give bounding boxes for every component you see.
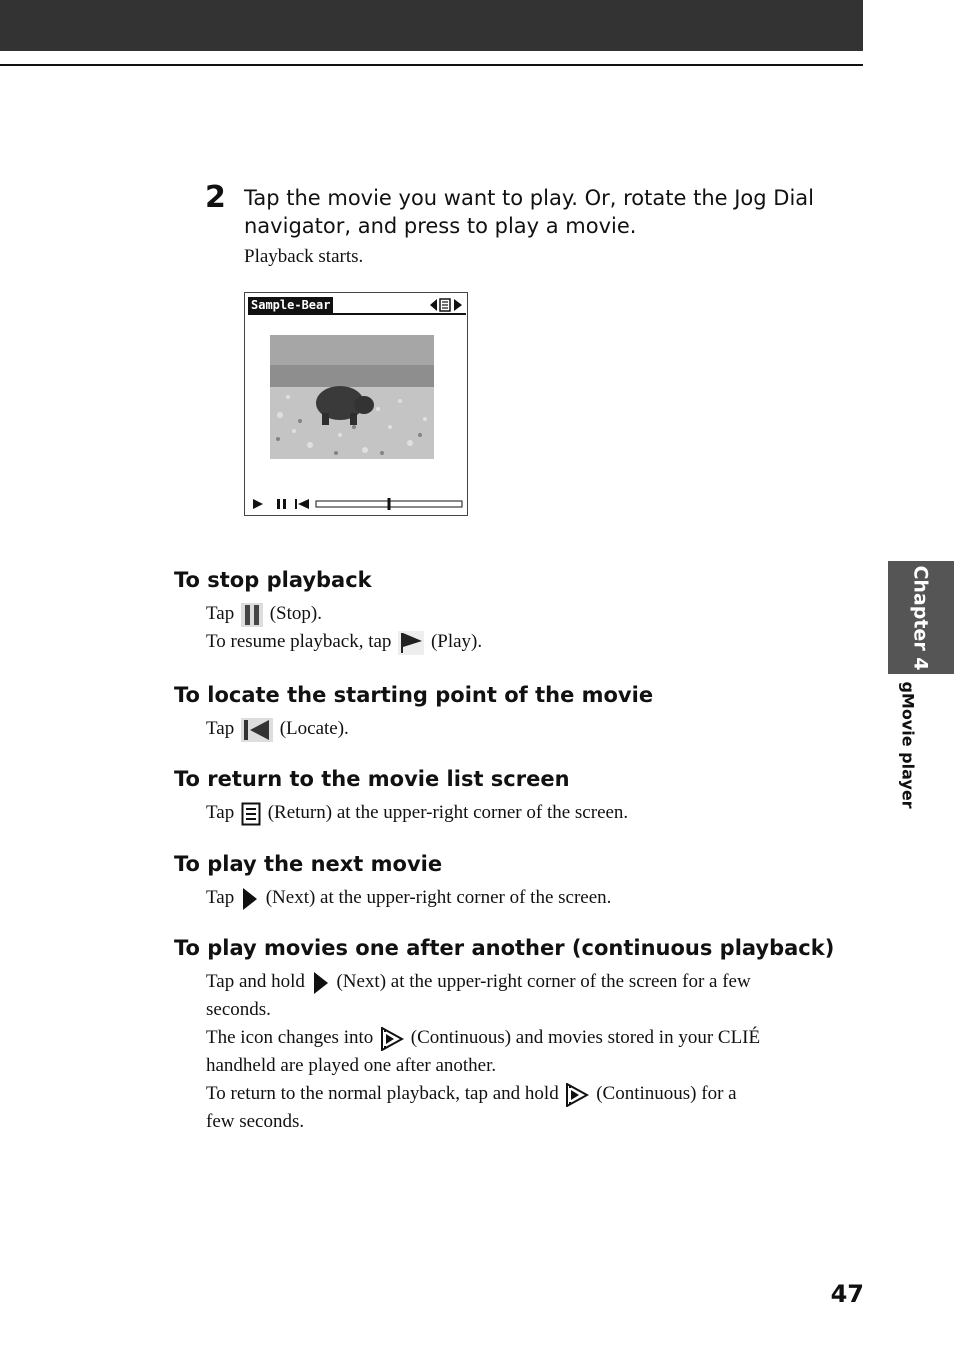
prev-icon — [430, 299, 437, 311]
instruction-line — [206, 715, 856, 743]
header-rule — [0, 64, 863, 66]
line-text-before-icon: Tap — [206, 603, 235, 624]
step-line-2: navigator, and press to play a movie. — [244, 214, 637, 238]
instruction-line: few seconds. — [206, 1111, 305, 1132]
chapter-tab — [888, 561, 954, 674]
next-icon — [312, 971, 330, 995]
instruction-line: seconds. — [206, 999, 271, 1020]
step-instruction — [244, 184, 844, 240]
playback-controls — [251, 496, 465, 512]
pause-icon — [241, 603, 263, 627]
line-text-before-icon: Tap — [206, 802, 235, 823]
line-text-after-icon: (Continuous) and movies stored in your CLIÉ — [410, 1027, 761, 1048]
locate-icon — [241, 718, 273, 742]
screen-nav-icons — [429, 298, 465, 312]
line-text-before-icon: To return to the normal playback, tap and hold — [206, 1083, 559, 1104]
line-text-after-icon: (Return) at the upper-right corner of the screen. — [267, 802, 629, 823]
instruction-line — [206, 1080, 856, 1108]
step-number: 2 — [205, 180, 226, 215]
play-button — [253, 499, 263, 509]
line-text-before-icon: Tap — [206, 718, 235, 739]
line-text-after-icon: (Next) at the upper-right corner of the screen. — [265, 887, 612, 908]
step-line-1: Tap the movie you want to play. Or, rotate the Jog Dial — [244, 186, 814, 210]
header-bar — [0, 0, 863, 51]
section-label: gMovie player — [899, 681, 918, 809]
section-heading: To locate the starting point of the movie — [174, 683, 654, 707]
continuous-icon — [380, 1027, 404, 1051]
instruction-line: handheld are played one after another. — [206, 1055, 497, 1076]
line-text-after-icon: (Stop). — [269, 603, 322, 624]
next-icon — [241, 887, 259, 911]
list-icon — [241, 802, 261, 826]
instruction-line — [206, 799, 856, 827]
instruction-line — [206, 1024, 856, 1052]
bear-image — [270, 335, 434, 459]
section-heading: To stop playback — [174, 568, 372, 592]
instruction-line — [206, 968, 856, 996]
section-label-container — [888, 680, 928, 810]
line-text-after-icon: (Locate). — [279, 718, 349, 739]
next-icon — [454, 299, 462, 311]
line-text-after-icon: (Next) at the upper-right corner of the screen for a few — [336, 971, 751, 992]
page-number: 47 — [830, 1280, 864, 1308]
device-screen — [244, 292, 468, 516]
line-text-after-icon: (Continuous) for a — [596, 1083, 737, 1104]
section-heading: To return to the movie list screen — [174, 767, 570, 791]
line-text-after-icon: (Play). — [430, 631, 483, 652]
instruction-line — [206, 600, 856, 628]
video-frame[interactable] — [270, 335, 434, 459]
instruction-line — [206, 628, 856, 656]
continuous-icon — [565, 1083, 589, 1107]
step-result: Playback starts. — [244, 246, 364, 267]
pause-button — [277, 499, 280, 509]
title-rule — [248, 313, 466, 315]
chapter-label: Chapter 4 — [910, 564, 933, 671]
movie-title: Sample-Bear — [248, 297, 333, 314]
locate-button — [295, 499, 297, 509]
instruction-line — [206, 884, 856, 912]
line-text-before-icon: Tap — [206, 887, 235, 908]
play-flag-icon — [398, 631, 424, 655]
section-heading: To play the next movie — [174, 852, 443, 876]
line-text-before-icon: To resume playback, tap — [206, 631, 392, 652]
section-heading: To play movies one after another (continuous playback) — [174, 936, 835, 960]
line-text-before-icon: Tap and hold — [206, 971, 305, 992]
line-text-before-icon: The icon changes into — [206, 1027, 374, 1048]
